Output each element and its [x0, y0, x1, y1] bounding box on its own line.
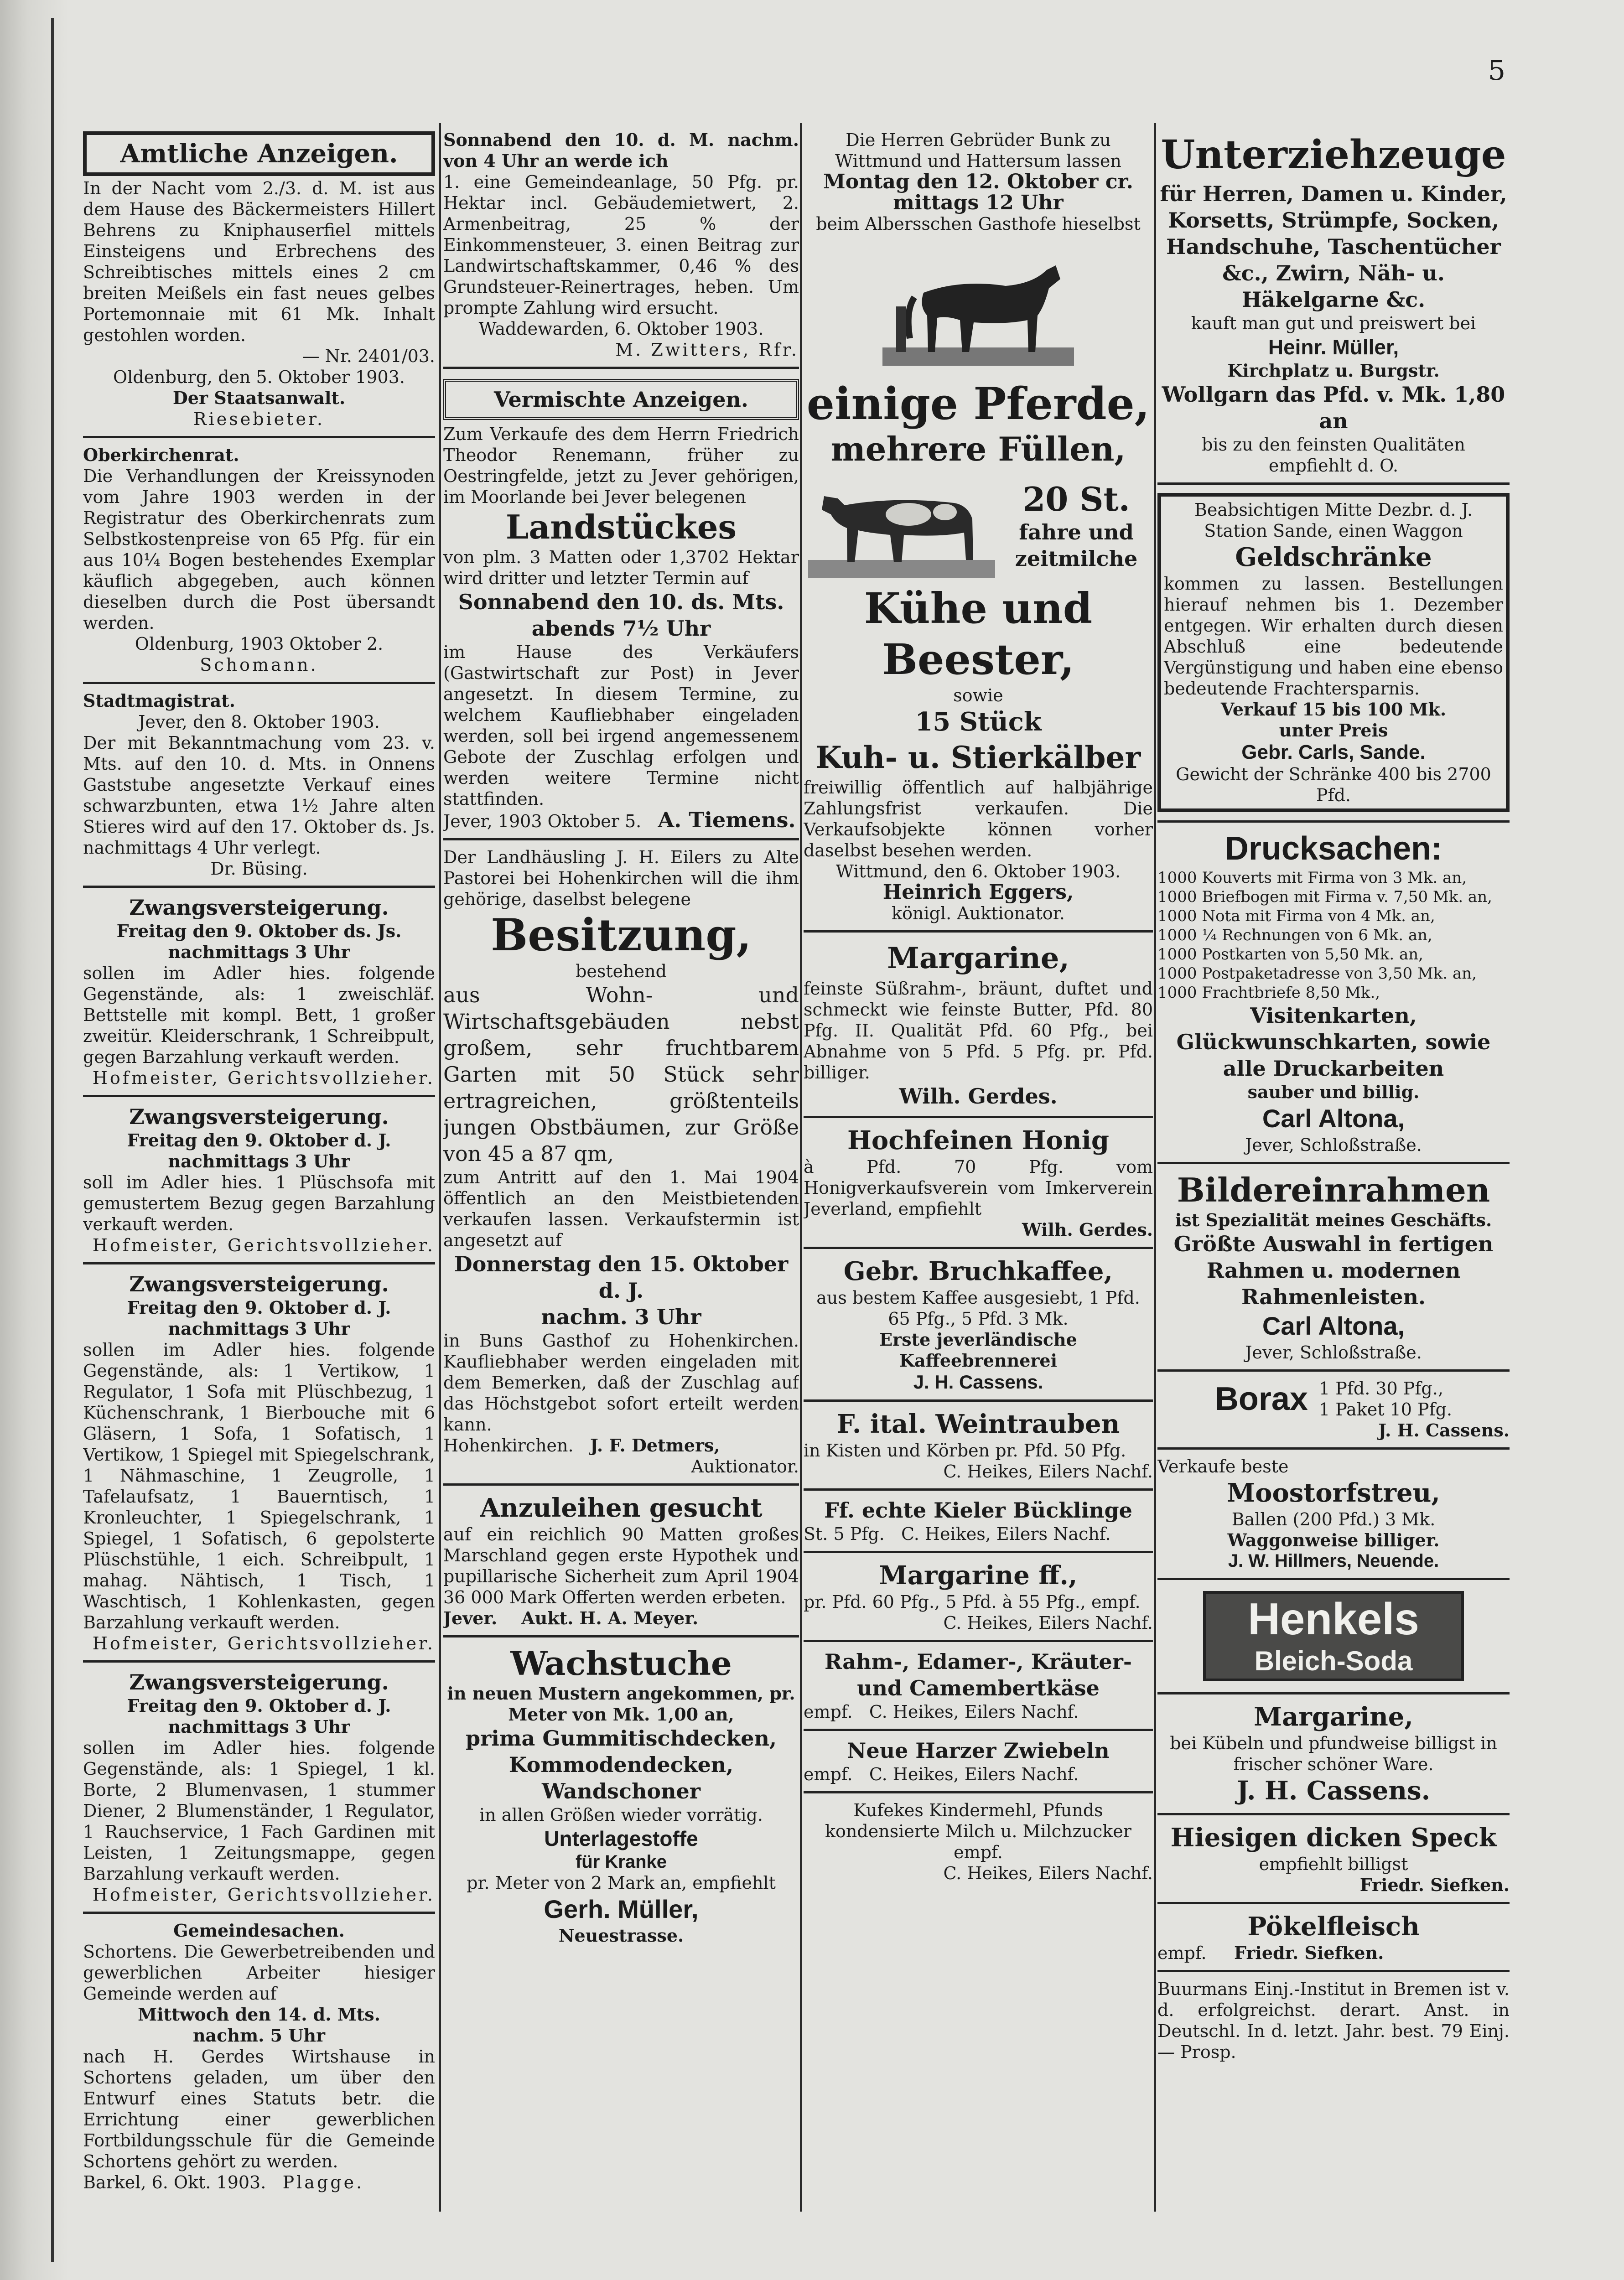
horse-illustration [869, 238, 1088, 375]
ad-time: mittags 12 Uhr [893, 191, 1064, 214]
ad-text: fahre und zeitmilche [1015, 520, 1138, 571]
column-1 [83, 123, 435, 2199]
ad-title: Anzuleihen gesucht [480, 1493, 763, 1523]
ad-text: sauber und billig. [1247, 1082, 1420, 1102]
wachstuche-ad [443, 1637, 799, 1953]
ad-name: C. Heikes, Eilers Nachf. [943, 1863, 1153, 1883]
section-title: Vermischte Anzeigen. [494, 387, 748, 412]
notice-signature: Hofmeister, Gerichtsvollzieher. [92, 1633, 435, 1653]
ad-signature: Jever. Aukt. H. A. Meyer. [443, 1608, 699, 1628]
notice-text: Die Verhandlungen der Kreissynoden vom Jahre 1903 werden in der Registratur des Oberkirchenrats zum Selbstkostenpreise von 65 Pfg. für ein aus 10¼ Bogen bestehendes Exemplar käuflich abgegeben, auch können dieselben durch die Post übersandt werden. [83, 466, 435, 633]
binding-rule [51, 18, 54, 2262]
logo-line-1: Henkels [1248, 1594, 1419, 1644]
notice-date: Freitag den 9. Oktober d. J. [127, 1695, 391, 1716]
notice-text: In der Nacht vom 2./3. d. M. ist aus dem Hause des Bäckermeisters Hillert Behrens zu Kniphauserfiel mittels Einsteigens und Erbrechens des Schreibtisches mittels eines 2 cm breiten Meißels ein fast neues gelbes Portemonnaie mit 61 Mk. Inhalt gestohlen worden. [83, 178, 435, 345]
ad-text: bis zu den feinsten Qualitäten empfiehlt d. O. [1202, 435, 1465, 476]
column-3 [804, 123, 1153, 1890]
ad-list-item: 1000 Postpaketadresse von 3,50 Mk. an, [1157, 964, 1477, 983]
ad-text: feinste Süßrahm-, bräunt, duftet und schmeckt wie feinste Butter, Pfd. 80 Pfg. II. Qualität Pfd. 60 Pfg., bei Abnahme von 5 Pfd. 5 Pfg. pr. Pfd. billiger. [804, 979, 1153, 1083]
notice-title: Zwangsversteigerung. [129, 1670, 389, 1694]
waddewarden-notice [443, 123, 799, 369]
ad-name: Heinr. Müller, [1268, 335, 1399, 359]
section-header-box [83, 131, 435, 176]
ad-text: kommen zu lassen. Bestellungen hierauf nehmen bis 1. Dezember entgegen. Wir erhalten durch diesen Abschluß eine bedeutende Vergünstigung und haben eine ebenso bedeutende Frachtersparnis. [1164, 574, 1503, 699]
notice-place: Oldenburg, 1903 Oktober 2. [135, 634, 384, 654]
weintrauben-ad [804, 1402, 1153, 1491]
unterziehzeuge-ad [1157, 123, 1510, 485]
notice-text: 1. eine Gemeindeanlage, 50 Pfg. pr. Hektar incl. Gebäudemietwert, 2. Armenbeitrag, 25 % der Einkommensteuer, 3. einen Beitrag zur Landwirtschaftskammer, 0,46 % des Grundsteuer-Reinertrages, heben. Um prompte Zahlung wird ersucht. [443, 172, 799, 318]
ad-name: Wilh. Gerdes. [1022, 1219, 1153, 1240]
cow-illustration [804, 469, 1000, 583]
ad-price: Verkauf 15 bis 100 Mk. [1220, 699, 1447, 720]
ad-title: Besitzung, [491, 909, 752, 961]
notice-place: Waddewarden, 6. Oktober 1903. [478, 319, 764, 339]
ad-role: königl. Auktionator. [892, 903, 1065, 923]
notice-text: sollen im Adler hies. folgende Gegenstände, als: 1 zweischläf. Bettstelle mit kompl. Bett, 1 großer zweitür. Kleiderschrank, 1 Schreibpult, gegen Barzahlung verkauft werden. [83, 963, 435, 1067]
ad-title: Bildereinrahmen [1177, 1171, 1490, 1209]
ad-name: Wilh. Gerdes. [899, 1084, 1058, 1109]
ad-title: Ff. echte Kieler Bücklinge [824, 1498, 1132, 1523]
auction-notice-3 [83, 1264, 435, 1663]
ad-count: 15 Stück [915, 707, 1042, 737]
ad-time: abends 7½ Uhr [531, 616, 711, 641]
margarine-heikes-ad [804, 1553, 1153, 1642]
ad-name: J. H. Cassens. [1378, 1420, 1510, 1441]
binding-gutter [0, 0, 68, 2280]
notice-title: Zwangsversteigerung. [129, 1272, 389, 1296]
auction-notice-1 [83, 888, 435, 1097]
margarine-gerdes-ad [804, 933, 1153, 1118]
ad-title: Pökelfleisch [1247, 1912, 1420, 1942]
ad-title: Margarine ff., [879, 1560, 1078, 1591]
kaese-ad [804, 1642, 1153, 1731]
ad-title: Landstückes [505, 508, 737, 546]
ad-highlight: aus Wohn- und Wirtschaftsgebäuden nebst großem, sehr fruchtbarem Garten mit 50 Stück sehr ertragreichen, größtenteils jungen Obstbäumen, zur Größe von 45 a 87 qm, [443, 983, 799, 1166]
ad-text: zum Antritt auf den 1. Mai 1904 öffentlich an den Meistbietenden verkaufen lassen. Verkaufstermin ist angesetzt auf [443, 1167, 799, 1250]
notice-place: Oldenburg, den 5. Oktober 1903. [113, 367, 405, 387]
ad-text: freiwillig öffentlich auf halbjährige Zahlungsfrist verkaufen. Die Verkaufsobjekte können vorher daselbst besehen werden. [804, 777, 1153, 860]
ad-title: Kuh- u. Stierkälber [815, 740, 1141, 775]
ad-address: Kirchplatz u. Burgstr. [1227, 360, 1440, 381]
ad-name: Gerh. Müller, [544, 1895, 699, 1923]
notice-date: Freitag den 9. Oktober d. J. [127, 1297, 391, 1318]
ad-title: Hiesigen dicken Speck [1170, 1823, 1497, 1853]
pferde-auction-ad [804, 123, 1153, 933]
ad-text: Verkaufe beste [1157, 1456, 1289, 1477]
geldschraenke-ad [1157, 485, 1510, 823]
ad-text: in Kisten und Körben pr. Pfd. 50 Pfg. [804, 1441, 1126, 1461]
notice-title: Gemeindesachen. [173, 1920, 345, 1941]
ad-subtitle: bestehend [576, 961, 667, 981]
ad-place: beim Albersschen Gasthofe hieselbst [816, 214, 1141, 234]
ad-text: Gewicht der Schränke 400 bis 2700 Pfd. [1176, 764, 1491, 805]
borax-ad [1157, 1372, 1510, 1450]
notice-time: nachmittags 3 Uhr [168, 1716, 350, 1737]
column-rule [439, 123, 441, 2212]
ad-name: Carl Altona, [1262, 1311, 1405, 1340]
ad-list-item: 1000 Postkarten von 5,50 Mk. an, [1157, 945, 1423, 964]
ad-price: unter Preis [1279, 720, 1388, 741]
ad-title: Unterziehzeuge [1161, 132, 1506, 178]
notice-text: sollen im Adler hies. folgende Gegenstände, als: 1 Vertikow, 1 Regulator, 1 Sofa mit Plüschbezug, 1 Küchenschrank, 1 Bierbouche mit 6 Gläsern, 1 Sofa, 1 Sofatisch, 1 Vertikow, 1 Spiegel mit Spiegelschrank, 1 Nähmaschine, 1 Zeugrolle, 1 Tafelaufsatz, 1 Bauerntisch, 1 Kronleuchter, 1 Spiegelschrank, 1 Spiegel, 1 Sofatisch, 6 gepolsterte Plüschstühle, 1 eich. Schreibpult, 1 mahag. Nähtisch, 1 Tisch, 1 Waschtisch, 1 Kohlenkasten, gegen Barzahlung verkauft werden. [83, 1340, 435, 1632]
ad-title: Neue Harzer Zwiebeln [847, 1738, 1110, 1763]
ad-items: Korsetts, Strümpfe, Socken, Handschuhe, Taschentücher &c., Zwirn, Näh- u. Häkelgarne &c. [1166, 208, 1501, 312]
borax-row [1157, 1378, 1510, 1420]
ad-name: Heinrich Eggers, [882, 881, 1074, 904]
notice-text: nach H. Gerdes Wirtshause in Schortens geladen, um über den Entwurf eines Statuts betr. die Errichtung einer gewerblichen Fortbildungsschule für die Gemeinde Schortens gehört zu werden. [83, 2047, 435, 2171]
notice-text: Schortens. Die Gewerbetreibenden und gewerblichen Arbeiter hiesiger Gemeinde werden auf [83, 1942, 435, 2004]
auction-notice-2 [83, 1097, 435, 1264]
ad-text: Ballen (200 Pfd.) 3 Mk. [1231, 1509, 1436, 1529]
column-rule [800, 123, 802, 2212]
notice-text: Der mit Bekanntmachung vom 23. v. Mts. auf den 10. d. Mts. in Onnens Gaststube angesetzte Verkauf eines schwarzbunten, etwa 1½ Jahre alten Stieres wird auf den 17. Oktober ds. Js. nachmittags 4 Uhr verlegt. [83, 733, 435, 858]
bruchkaffee-ad [804, 1249, 1153, 1402]
ad-signature: Hohenkirchen. J. F. Detmers, [443, 1435, 720, 1456]
ad-text: empf. C. Heikes, Eilers Nachf. [804, 1764, 1079, 1784]
ad-list-item: 1000 ¼ Rechnungen von 6 Mk. an, [1157, 926, 1432, 944]
oberkirchenrat-notice [83, 438, 435, 684]
ad-text: Erste jeverländische Kaffeebrennerei [879, 1329, 1077, 1371]
ad-name: J. H. Cassens. [913, 1371, 1043, 1393]
ad-signature: Jever, 1903 Oktober 5. A. Tiemens. [443, 808, 796, 832]
ad-highlight: Visitenkarten, Glückwunschkarten, sowie alle Druckarbeiten [1176, 1003, 1491, 1081]
ad-text: Die Herren Gebrüder Bunk zu Wittmund und Hattersum lassen [835, 130, 1121, 171]
notice-title: Oberkirchenrat. [83, 445, 239, 465]
notice-text: sollen im Adler hies. folgende Gegenstände, als: 1 Spiegel, 1 kl. Borte, 2 Blumenvasen, 1 stummer Diener, 2 Blumenständer, 1 Regulator, 1 Rauchservice, 1 Fach Gardinen mit Leisten, 1 Zeitungsmappe, gegen Barzahlung verkauft werden. [83, 1738, 435, 1884]
bildereinrahmen-ad [1157, 1164, 1510, 1372]
ad-text: Buurmans Einj.-Institut in Bremen ist v. d. erfolgreichst. derart. Anst. in Deutschl. In d. letzt. Jahr. best. 79 Einj. — Prosp. [1157, 1979, 1510, 2062]
amtliche-anzeigen [83, 123, 435, 438]
cow-side-text [1000, 480, 1153, 572]
column-4 [1157, 123, 1510, 2069]
ad-date: Sonnabend den 10. ds. Mts. [458, 590, 784, 614]
ad-text: empf. Friedr. Siefken. [1157, 1943, 1384, 1963]
anleihe-ad [443, 1486, 799, 1637]
ad-text: pr. Meter von 2 Mark an, empfiehlt [467, 1873, 776, 1893]
ad-list-item: 1000 Frachtbriefe 8,50 Mk., [1157, 984, 1380, 1002]
ad-highlight: Wollgarn das Pfd. v. Mk. 1,80 an [1162, 382, 1505, 433]
ad-address: Jever, Schloßstraße. [1245, 1135, 1422, 1155]
notice-signature: Riesebieter. [193, 409, 325, 429]
section-header-box [443, 379, 799, 420]
ad-highlight: für Kranke [575, 1852, 667, 1872]
notice-place: Jever, den 8. Oktober 1903. [138, 712, 380, 732]
ad-title: Geldschränke [1235, 542, 1432, 572]
ad-address: Jever, Schloßstraße. [1245, 1342, 1422, 1363]
column-2 [443, 123, 799, 1953]
ad-title: Hochfeinen Honig [847, 1125, 1110, 1156]
ad-text: ist Spezialität meines Geschäfts. [1175, 1210, 1492, 1230]
ad-title: Borax [1214, 1381, 1308, 1417]
ad-name: Gebr. Carls, Sande. [1241, 741, 1426, 763]
ad-subtitle: für Herren, Damen u. Kinder, [1160, 181, 1507, 206]
ad-text: St. 5 Pfg. C. Heikes, Eilers Nachf. [804, 1524, 1111, 1544]
cow-row [804, 469, 1153, 583]
ad-time: nachm. 3 Uhr [541, 1305, 701, 1329]
ad-text: auf ein reichlich 90 Matten großes Marschland gegen erste Hypothek und pupillarische Sicherheit zum April 1904 36 000 Mark Offerten werden erbeten. [443, 1524, 799, 1607]
notice-title: Zwangsversteigerung. [129, 895, 389, 920]
buecklinge-ad [804, 1491, 1153, 1553]
ad-text: in Buns Gasthof zu Hohenkirchen. Kaufliebhaber werden eingeladen mit dem Bemerken, daß der Zuschlag auf das Höchstgebot sofort erteilt werden kann. [443, 1331, 799, 1435]
notice-date: Freitag den 9. Oktober d. J. [127, 1130, 391, 1150]
ad-name: Friedr. Siefken. [1359, 1875, 1510, 1895]
ad-text: im Hause des Verkäufers (Gastwirtschaft zur Post) in Jever angesetzt. In diesem Termine, zu welchem Kaufliebhaber eingeladen werden, soll bei irgend angemessenem Gebote der Zuschlag erfolgen und werden weitere Termine nicht stattfinden. [443, 642, 799, 809]
poekelfleisch-ad [1157, 1904, 1510, 1972]
page-number: 5 [1488, 55, 1505, 87]
ad-list-item: 1000 Nota mit Firma von 4 Mk. an, [1157, 907, 1435, 925]
notice-signature: Hofmeister, Gerichtsvollzieher. [92, 1068, 435, 1088]
henkels-ad [1157, 1580, 1510, 1694]
ad-text: von plm. 3 Matten oder 1,3702 Hektar wird dritter und letzter Termin auf [443, 547, 799, 588]
ad-list-item: 1000 Briefbogen mit Firma v. 7,50 Mk. an, [1157, 888, 1492, 906]
notice-text: soll im Adler hies. 1 Plüschsofa mit gemustertem Bezug gegen Barzahlung verkauft werden. [83, 1172, 435, 1234]
ad-text: Zum Verkaufe des dem Herrn Friedrich Theodor Renemann, früher zu Oestringfelde, jetzt zu Jever gehörigen, im Moorlande bei Jever belegenen [443, 424, 799, 507]
ad-text: empf. C. Heikes, Eilers Nachf. [804, 1702, 1079, 1722]
ad-title: Drucksachen: [1224, 830, 1442, 867]
ad-text: empfiehlt billigst [1259, 1854, 1408, 1874]
logo-line-2: Bleich-Soda [1254, 1646, 1413, 1676]
notice-signature: Schomann. [200, 655, 318, 675]
notice-signature: Barkel, 6. Okt. 1903. Plagge. [83, 2172, 364, 2192]
ad-highlight: prima Gummitischdecken, Kommodendecken, Wandschoner [465, 1726, 777, 1803]
landstueck-ad [443, 369, 799, 840]
notice-date: Freitag den 9. Oktober ds. Js. [116, 921, 402, 941]
borax-prices [1319, 1378, 1452, 1420]
ad-text: in allen Größen wieder vorrätig. [479, 1805, 763, 1825]
ad-address: Neuestrasse. [558, 1925, 684, 1946]
ad-date: Montag den 12. Oktober cr. [823, 170, 1133, 193]
notice-heading: Sonnabend den 10. d. M. nachm. von 4 Uhr an werde ich [443, 130, 799, 171]
ad-title: Kühe und Beester, [864, 584, 1093, 684]
ad-title: Wachstuche [510, 1644, 732, 1683]
buurmans-ad [1157, 1972, 1510, 2069]
notice-signature: Hofmeister, Gerichtsvollzieher. [92, 1235, 435, 1255]
ad-frame [1157, 493, 1510, 812]
ad-name: C. Heikes, Eilers Nachf. [943, 1613, 1153, 1633]
ad-title: F. ital. Weintrauben [836, 1409, 1120, 1439]
ad-text: Beabsichtigen Mitte Dezbr. d. J. Station Sande, einen Waggon [1194, 500, 1473, 541]
ad-highlight: Größte Auswahl in fertigen Rahmen u. modernen Rahmenleisten. [1173, 1232, 1494, 1309]
ad-title: Margarine, [1254, 1702, 1413, 1732]
ad-title: Margarine, [887, 941, 1069, 975]
ad-text: bei Kübeln und pfundweise billigst in frischer schöner Ware. [1170, 1733, 1497, 1774]
notice-time: nachmittags 3 Uhr [168, 1151, 350, 1171]
stadtmagistrat-notice [83, 684, 435, 888]
ad-text: Der Landhäusling J. H. Eilers zu Alte Pastorei bei Hohenkirchen will die ihm gehörige, daselbst belegene [443, 847, 799, 909]
column-rule [1154, 123, 1156, 2212]
ad-place: Wittmund, den 6. Oktober 1903. [835, 861, 1121, 881]
ad-name: Carl Altona, [1262, 1104, 1405, 1133]
auction-notice-4 [83, 1663, 435, 1914]
notice-time: nachmittags 3 Uhr [168, 1318, 350, 1339]
ad-text: Waggonweise billiger. [1227, 1530, 1440, 1550]
ad-title: Gebr. Bruchkaffee, [843, 1256, 1113, 1286]
kindermehl-ad [804, 1793, 1153, 1890]
notice-date: Mittwoch den 14. d. Mts. [138, 2004, 380, 2025]
section-title: Amtliche Anzeigen. [120, 139, 398, 169]
ad-name: J. H. Cassens. [1236, 1776, 1431, 1806]
notice-title: Stadtmagistrat. [83, 690, 235, 711]
ad-price: 1 Pfd. 30 Pfg., [1318, 1378, 1443, 1399]
notice-signature: Hofmeister, Gerichtsvollzieher. [92, 1885, 435, 1905]
notice-signature: M. Zwitters, Rfr. [615, 340, 799, 360]
ad-title: Moostorfstreu, [1227, 1478, 1440, 1508]
moostorfstreu-ad [1157, 1450, 1510, 1580]
ad-count: 20 St. [1022, 480, 1130, 518]
speck-ad [1157, 1815, 1510, 1904]
drucksachen-ad [1157, 823, 1510, 1164]
ad-text: aus bestem Kaffee ausgesiebt, 1 Pfd. 65 Pfg., 5 Pfd. 3 Mk. [816, 1288, 1140, 1329]
henkels-logo [1203, 1591, 1464, 1681]
ad-subtitle: mehrere Füllen, [830, 430, 1126, 468]
ad-list-item: 1000 Kouverts mit Firma von 3 Mk. an, [1157, 869, 1467, 887]
notice-office: Der Staatsanwalt. [172, 388, 346, 408]
ad-text: Kufekes Kindermehl, Pfunds kondensierte Milch u. Milchzucker empf. [825, 1800, 1131, 1862]
gemeindesachen [83, 1914, 435, 2199]
ad-text: à Pfd. 70 Pfg. vom Honigverkaufsverein vom Imkerverein Jeverland, empfiehlt [804, 1157, 1153, 1219]
ad-text: in neuen Mustern angekommen, pr. Meter von Mk. 1,00 an, [447, 1683, 795, 1725]
ad-title: Rahm-, Edamer-, Kräuter- und Camembertkäse [825, 1649, 1132, 1700]
notice-number: — Nr. 2401/03. [302, 346, 435, 366]
honig-ad [804, 1118, 1153, 1249]
notice-time: nachmittags 3 Uhr [168, 942, 350, 962]
ad-name: C. Heikes, Eilers Nachf. [943, 1461, 1153, 1482]
margarine-cassens-ad [1157, 1694, 1510, 1815]
ad-text: sowie [953, 685, 1003, 705]
ad-price: 1 Paket 10 Pfg. [1318, 1399, 1453, 1420]
zwiebeln-ad [804, 1731, 1153, 1793]
ad-title: einige Pferde, [806, 378, 1150, 430]
ad-role: Auktionator. [691, 1456, 799, 1477]
notice-title: Zwangsversteigerung. [129, 1104, 389, 1129]
besitzung-ad [443, 840, 799, 1486]
ad-date: Donnerstag den 15. Oktober d. J. [454, 1252, 789, 1303]
ad-text: kauft man gut und preiswert bei [1191, 313, 1476, 333]
notice-signature: Dr. Büsing. [210, 859, 308, 879]
ad-highlight: Unterlagestoffe [544, 1827, 698, 1850]
ad-text: pr. Pfd. 60 Pfg., 5 Pfd. à 55 Pfg., empf. [804, 1592, 1141, 1612]
notice-time: nachm. 5 Uhr [192, 2025, 326, 2046]
ad-name: J. W. Hillmers, Neuende. [1228, 1551, 1439, 1571]
